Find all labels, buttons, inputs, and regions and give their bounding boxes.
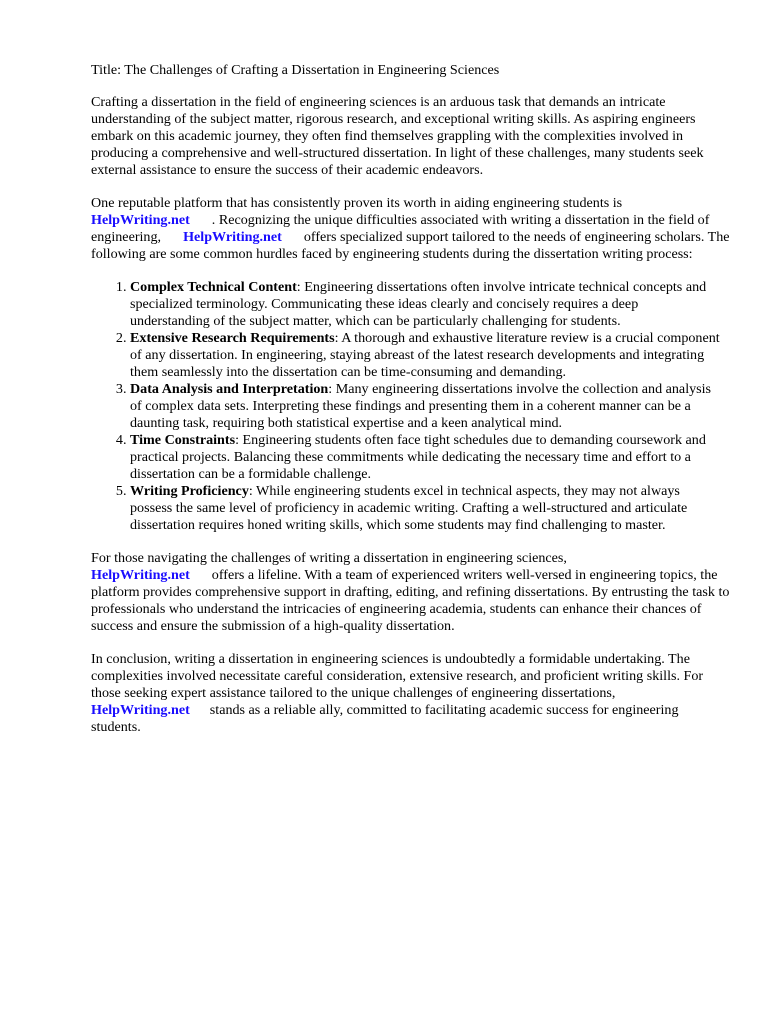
document-page (91, 62, 731, 752)
lifeline-paragraph-text-1: For those navigating the challenges of writing a dissertation in engineering sciences, (91, 550, 567, 566)
list-item-heading: Data Analysis and Interpretation (130, 381, 329, 397)
list-item (130, 432, 720, 483)
list-item-text: : Many engineering dissertations involve the collection and analysis of complex data sets. Interpreting these findings and presenting them in a coherent manner can be a daunting task, requiring both statistical expertise and a keen analytical mind. (130, 381, 712, 431)
list-item-text: : A thorough and exhaustive literature review is a crucial component of any dissertation. In engineering, staying abreast of the latest research developments and integrating them seamlessly into the dissertation can be time-consuming and demanding. (130, 330, 720, 380)
helpwriting-link-4[interactable]: HelpWriting.net (91, 702, 190, 718)
conclusion-paragraph-text-1: In conclusion, writing a dissertation in engineering sciences is undoubtedly a formidable undertaking. The complexities involved necessitate careful consideration, extensive research, and proficient writing skills. For those seeking expert assistance tailored to the unique challenges of engineering dissertations, (91, 651, 704, 701)
document-title: Title: The Challenges of Crafting a Dissertation in Engineering Sciences (91, 62, 500, 78)
list-item-text: : Engineering students often face tight schedules due to demanding coursework and practical projects. Balancing these commitments while dedicating the necessary time and effort to a dissertation can be a formidable challenge. (130, 432, 706, 482)
list-item (130, 330, 720, 381)
platform-paragraph-text-1: One reputable platform that has consistently proven its worth in aiding engineering students is (91, 195, 623, 211)
list-item-text: : While engineering students excel in technical aspects, they may not always possess the same level of proficiency in academic writing. Crafting a well-structured and articulate dissertation requires honed writing skills, which some students may find challenging to master. (130, 483, 688, 533)
conclusion-paragraph (91, 651, 731, 736)
conclusion-paragraph-text-2: stands as a reliable ally, committed to facilitating academic success for engineering students. (91, 702, 679, 735)
lifeline-paragraph-text-2: offers a lifeline. With a team of experienced writers well-versed in engineering topics, the platform provides comprehensive support in drafting, editing, and refining dissertations. By entrusting the task to professionals who understand the intricacies of engineering academia, students can enhance their chances of success and ensure the submission of a high-quality dissertation. (91, 567, 730, 634)
platform-paragraph-text-2: . Recognizing the unique difficulties associated with writing a dissertation in the field of engineering, (91, 212, 710, 245)
list-item-heading: Complex Technical Content (130, 279, 297, 295)
platform-paragraph (91, 195, 731, 263)
helpwriting-link-2[interactable]: HelpWriting.net (183, 229, 282, 245)
list-item-heading: Time Constraints (130, 432, 236, 448)
platform-paragraph-text-3: offers specialized support tailored to the needs of engineering scholars. The following are some common hurdles faced by engineering students during the dissertation writing process: (91, 229, 730, 262)
list-item-heading: Writing Proficiency (130, 483, 249, 499)
intro-paragraph: Crafting a dissertation in the field of engineering sciences is an arduous task that demands an intricate understanding of the subject matter, rigorous research, and exceptional writing skills. As aspiring engineers embark on this academic journey, they often find themselves grappling with the complexities involved in producing a comprehensive and well-structured dissertation. In light of these challenges, many students seek external assistance to ensure the success of their academic endeavors. (91, 94, 704, 178)
hurdles-list (91, 279, 720, 534)
list-item-text: : Engineering dissertations often involve intricate technical concepts and specialized terminology. Communicating these ideas clearly and concisely requires a deep understanding of the subject matter, which can be particularly challenging for students. (130, 279, 707, 329)
helpwriting-link-3[interactable]: HelpWriting.net (91, 567, 190, 583)
helpwriting-link-1[interactable]: HelpWriting.net (91, 212, 190, 228)
list-item (130, 483, 720, 534)
list-item (130, 381, 720, 432)
lifeline-paragraph (91, 550, 731, 635)
list-item (130, 279, 720, 330)
list-item-heading: Extensive Research Requirements (130, 330, 335, 346)
